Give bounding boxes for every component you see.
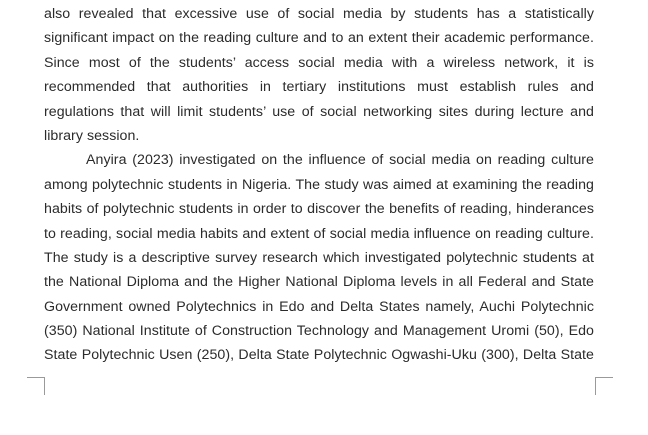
text-line: recommended that authorities in tertiary institutions must establish rules and bbox=[44, 79, 594, 96]
margin-corner-mark-right bbox=[595, 377, 613, 395]
text-line: Government owned Polytechnics in Edo and Delta States namely, Auchi Polytechnic bbox=[44, 298, 594, 315]
paragraph-2 bbox=[44, 148, 594, 368]
text-line: State Polytechnic Usen (250), Delta State Polytechnic Ogwashi-Uku (300), Delta State bbox=[44, 347, 594, 364]
text-line: among polytechnic students in Nigeria. The study was aimed at examining the reading bbox=[44, 176, 594, 193]
text-line: library session. bbox=[44, 127, 140, 144]
text-line: the National Diploma and the Higher National Diploma levels in all Federal and State bbox=[44, 274, 594, 291]
text-line: The study is a descriptive survey research which investigated polytechnic students at bbox=[44, 249, 594, 266]
text-line: habits of polytechnic students in order to discover the benefits of reading, hinderances bbox=[44, 201, 594, 218]
paragraph-1 bbox=[44, 2, 594, 148]
text-line: Anyira (2023) investigated on the influence of social media on reading culture bbox=[86, 152, 594, 169]
body-text bbox=[44, 2, 594, 368]
text-line: (350) National Institute of Construction Technology and Management Uromi (50), Edo bbox=[44, 323, 594, 340]
margin-corner-mark-left bbox=[27, 377, 45, 395]
text-line: regulations that will limit students’ use of social networking sites during lecture and bbox=[44, 103, 594, 120]
text-line: also revealed that excessive use of social media by students has a statistically bbox=[44, 6, 594, 22]
text-line: to reading, social media habits and extent of social media influence on reading culture. bbox=[44, 225, 594, 242]
text-line: significant impact on the reading culture and to an extent their academic performance. bbox=[44, 30, 594, 47]
text-line: Since most of the students’ access social media with a wireless network, it is bbox=[44, 54, 594, 71]
